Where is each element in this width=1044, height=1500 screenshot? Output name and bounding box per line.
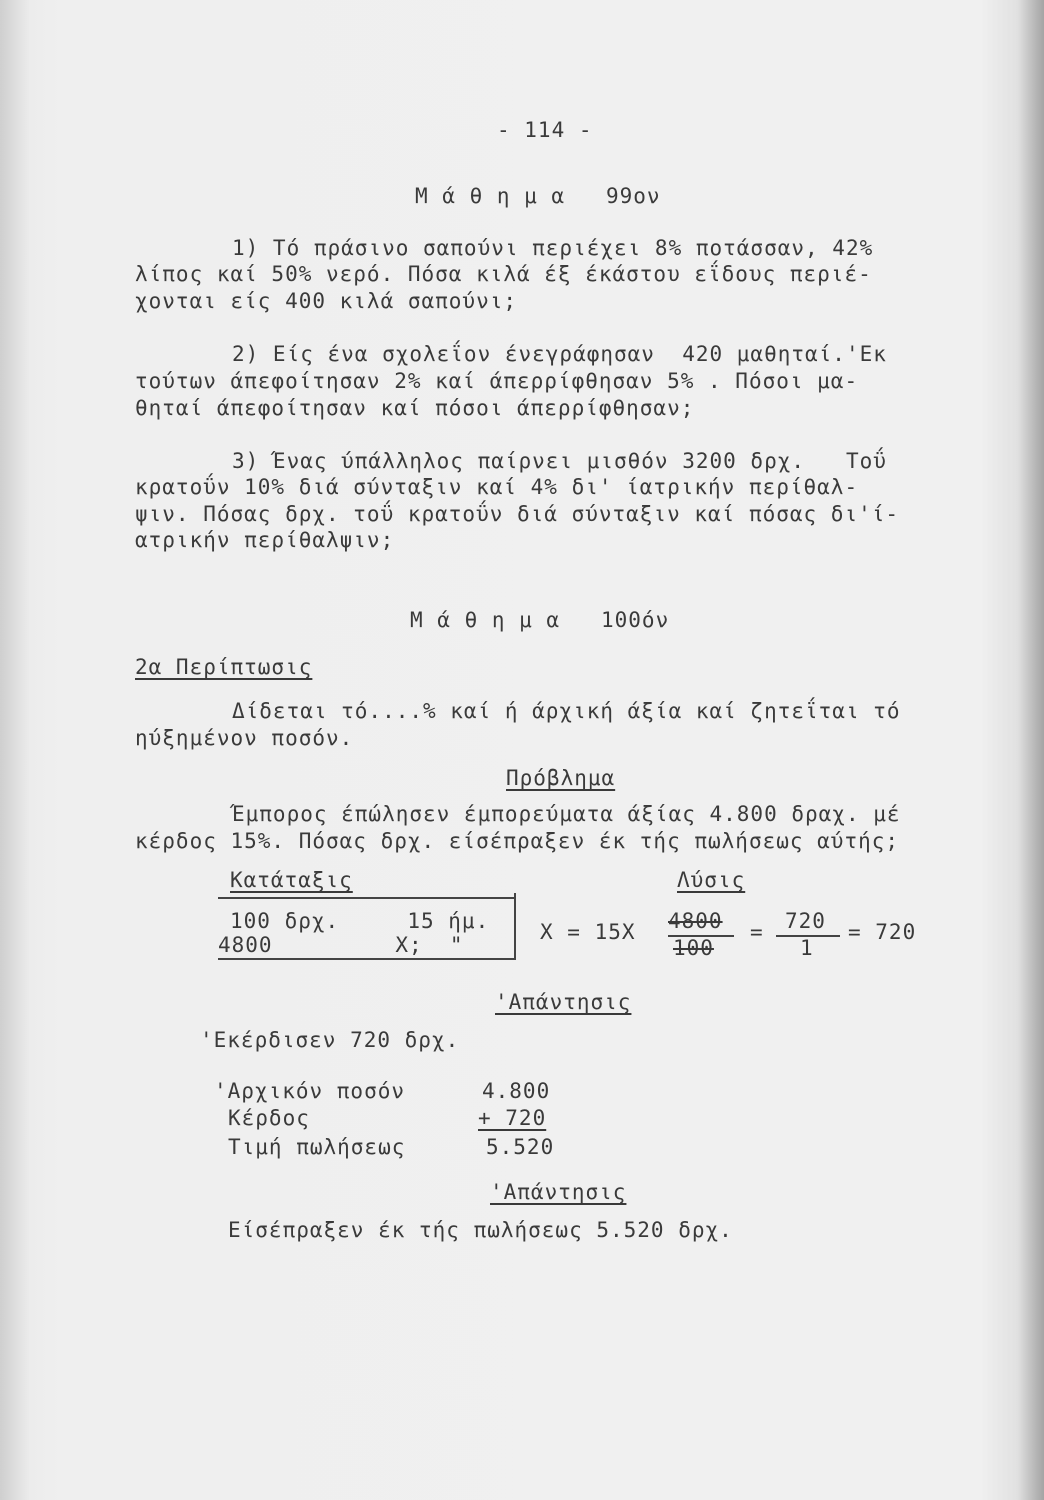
problem-1-line-1: 1) Τό πράσινο σαπούνι περιέχει 8% ποτάσσαν, 42% — [232, 236, 874, 260]
problem-line-2: κέρδος 15%. Πόσας δρχ. είσέπραξεν έκ τής πωλήσεως αύτής; — [135, 829, 900, 853]
problem-line-1: Έμπορος έπώλησεν έμπορεύματα άξίας 4.800 δραχ. μέ — [232, 802, 901, 826]
case-line-1: Δίδεται τό....% καί ή άρχική άξία καί ζητεΐται τό — [232, 699, 901, 723]
problem-1-line-3: χονται είς 400 κιλά σαπούνι; — [135, 289, 518, 313]
arrangement-row-2: 4800 X; " — [218, 933, 464, 957]
page-number: - 114 - — [497, 118, 593, 142]
answer-1-heading: 'Απάντησις — [495, 990, 632, 1014]
case-line-2: ηύξημένον ποσόν. — [135, 726, 354, 750]
fraction-1-numerator: 4800 — [668, 909, 723, 933]
solution-result: = 720 — [848, 920, 917, 944]
arrangement-heading: Κατάταξις — [230, 868, 353, 892]
calc-label-profit: Κέρδος — [228, 1106, 310, 1130]
answer-1-text: 'Εκέρδισεν 720 δρχ. — [200, 1028, 460, 1052]
calc-label-sale-price: Τιμή πωλήσεως — [228, 1135, 406, 1159]
problem-2-line-3: θηταί άπεφοίτησαν καί πόσοι άπερρίφθησαν; — [135, 396, 695, 420]
problem-3-line-3: ψιν. Πόσας δρχ. τοΰ κρατοΰν διά σύνταξιν καί πόσας δι'ί- — [135, 502, 900, 526]
problem-1-line-2: λίπος καί 50% νερό. Πόσα κιλά έξ έκάστου εΐδους περιέ- — [135, 262, 872, 286]
arrangement-top-line — [218, 897, 516, 899]
lesson-100-title: Μ ά θ η μ α 100όν — [410, 608, 670, 632]
problem-3-line-1: 3) Ένας ύπάλληλος παίρνει μισθόν 3200 δρχ. Τοΰ — [232, 449, 887, 473]
problem-3-line-4: ατρικήν περίθαλψιν; — [135, 528, 395, 552]
page-edge-shadow — [1018, 0, 1044, 1500]
fraction-2-denominator: 1 — [800, 936, 814, 960]
problem-heading: Πρόβλημα — [506, 766, 616, 790]
solution-heading: Λύσις — [677, 868, 746, 892]
solution-lhs: X = 15X — [540, 920, 636, 944]
answer-2-heading: 'Απάντησις — [490, 1180, 627, 1204]
calc-label-initial-amount: 'Αρχικόν ποσόν — [214, 1079, 406, 1103]
calc-value-sale-price: 5.520 — [486, 1135, 555, 1159]
calc-value-initial-amount: 4.800 — [482, 1079, 551, 1103]
answer-2-text: Είσέπραξεν έκ τής πωλήσεως 5.520 δρχ. — [228, 1218, 733, 1242]
fraction-2-numerator: 720 — [785, 909, 826, 933]
problem-3-line-2: κρατοΰν 10% διά σύνταξιν καί 4% δι' ίατρικήν περίθαλ- — [135, 475, 859, 499]
problem-2-line-1: 2) Είς ένα σχολεΐον ένεγράφησαν 420 μαθηταί.'Εκ — [232, 342, 887, 366]
calc-value-profit: + 720 — [478, 1106, 547, 1130]
arrangement-divider — [514, 893, 516, 960]
arrangement-bottom-line — [218, 958, 516, 960]
equals-sign: = — [750, 920, 764, 944]
case-heading: 2α Περίπτωσις — [135, 655, 313, 679]
lesson-99-title: Μ ά θ η μ α 99ον — [415, 184, 661, 208]
problem-2-line-2: τούτων άπεφοίτησαν 2% καί άπερρίφθησαν 5% . Πόσοι μα- — [135, 369, 859, 393]
fraction-1-denominator: 100 — [673, 936, 714, 960]
arrangement-row-1: 100 δρχ. 15 ήμ. — [230, 909, 490, 933]
